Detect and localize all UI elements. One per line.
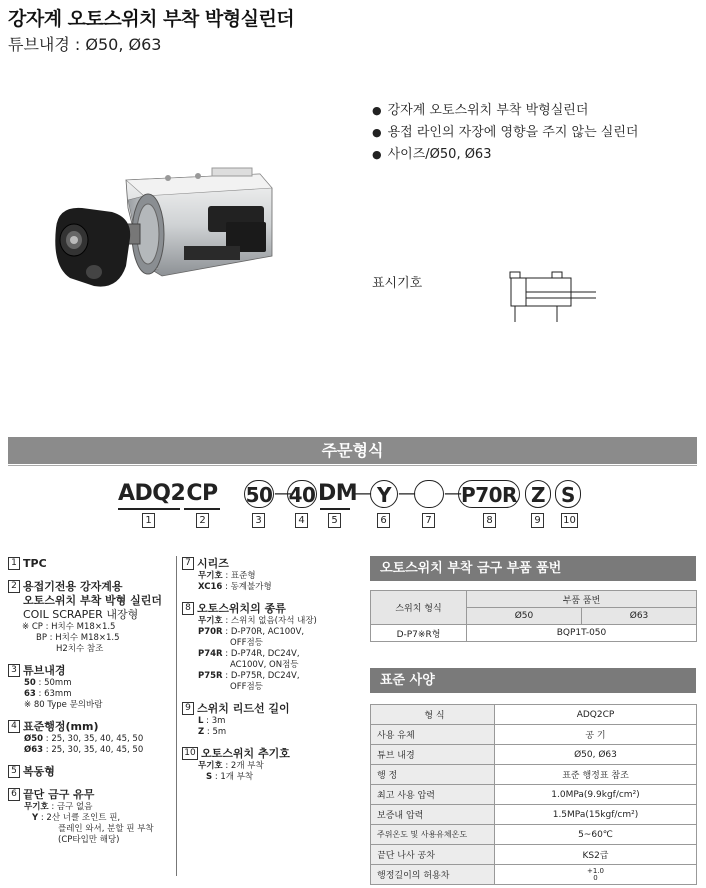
option-key: 무기호 xyxy=(24,802,49,812)
option-key: P70R xyxy=(198,627,223,637)
section-line: 오토스위치 부착 박형 실린더 xyxy=(23,594,162,607)
code-dash: — xyxy=(354,483,372,504)
section-8 xyxy=(182,602,366,693)
spec-row xyxy=(371,825,697,845)
option-desc: : 2산 너클 조인트 핀, xyxy=(38,813,121,823)
note: BP : H치수 M18×1.5 xyxy=(36,633,120,643)
divider xyxy=(8,465,697,466)
code-series-blank xyxy=(414,480,444,508)
section-9 xyxy=(182,702,366,738)
option-key: Z xyxy=(198,727,205,737)
code-underline xyxy=(118,508,180,510)
option-desc: : 25, 30, 35, 40, 45, 50 xyxy=(43,734,144,744)
section-1 xyxy=(8,557,174,571)
spec-row xyxy=(371,865,697,885)
section-title: 튜브내경 xyxy=(23,664,66,677)
spec-row xyxy=(371,745,697,765)
section-number: 5 xyxy=(8,765,20,778)
code-number: 6 xyxy=(377,513,390,528)
section-5 xyxy=(8,765,174,779)
section-number: 6 xyxy=(8,788,20,801)
spec-value: 표준 행정표 참조 xyxy=(495,765,697,785)
spec-value: 공 기 xyxy=(495,725,697,745)
code-count: S xyxy=(555,480,581,508)
option-key: 무기호 xyxy=(198,761,223,771)
option-key: 63 xyxy=(24,689,36,699)
note: ※ 80 Type 문의바람 xyxy=(24,700,103,710)
spec-row xyxy=(371,785,697,805)
option-desc: : 3m xyxy=(203,716,226,726)
section-number: 2 xyxy=(8,580,20,593)
row-part: BQP1T-050 xyxy=(467,625,697,642)
section-title: 표준행정(mm) xyxy=(23,720,99,733)
option-desc: : D-P75R, DC24V, xyxy=(222,671,300,681)
section-4 xyxy=(8,720,174,756)
code-lead: Z xyxy=(525,480,551,508)
option-desc: : 2개 부착 xyxy=(222,761,264,771)
code-number: 3 xyxy=(252,513,265,528)
spec-key: 튜브 내경 xyxy=(371,745,495,765)
option-desc: : 1개 부착 xyxy=(212,772,254,782)
option-key: Y xyxy=(32,813,39,823)
option-desc: : 표준형 xyxy=(222,571,256,581)
section-number: 10 xyxy=(182,747,198,760)
option-key: Ø63 xyxy=(24,745,44,755)
spec-row xyxy=(371,705,697,725)
section-title: 오토스위치 추기호 xyxy=(201,747,290,760)
spec-key: 형 식 xyxy=(371,705,495,725)
spec-key: 행정길이의 허용차 xyxy=(371,865,495,885)
feature-item: ● 강자계 오토스위치 부착 박형실린더 xyxy=(372,100,638,122)
left-column xyxy=(8,557,174,855)
code-bore: 50 xyxy=(244,480,274,508)
spec-key: 행 정 xyxy=(371,765,495,785)
option-desc: : 5m xyxy=(204,727,227,737)
option-key: XC16 xyxy=(198,582,223,592)
section-10 xyxy=(182,747,366,783)
spec-key: 보증내 압력 xyxy=(371,805,495,825)
spec-table-title: 표준 사양 xyxy=(370,668,696,693)
option-key: 무기호 xyxy=(198,616,223,626)
code-underline xyxy=(320,508,350,510)
section-7 xyxy=(182,557,366,593)
cylinder-photo xyxy=(48,148,288,298)
code-cp: CP xyxy=(186,481,218,506)
option-desc: (CP타입만 해당) xyxy=(58,835,120,845)
symbol-label: 표시기호 xyxy=(372,276,423,291)
section-title: 끝단 금구 유무 xyxy=(23,788,95,801)
section-number: 7 xyxy=(182,557,194,570)
spec-value xyxy=(495,865,697,885)
code-number: 9 xyxy=(531,513,544,528)
option-desc: : 동계불가형 xyxy=(222,582,272,592)
option-key: S xyxy=(206,772,213,782)
note: ※ CP : H치수 M18×1.5 xyxy=(22,622,116,632)
option-desc: 플레인 와셔, 분할 핀 부착 xyxy=(58,824,154,834)
spec-row xyxy=(371,845,697,865)
spec-key: 끝단 나사 공차 xyxy=(371,845,495,865)
header-switch: 스위치 형식 xyxy=(371,591,467,625)
code-number: 5 xyxy=(328,513,341,528)
page-subtitle: 튜브내경 : Ø50, Ø63 xyxy=(8,35,162,54)
spec-row xyxy=(371,725,697,745)
option-desc: : 스위치 없음(자석 내장) xyxy=(222,616,317,626)
code-number: 7 xyxy=(422,513,435,528)
spec-value: 1.5MPa(15kgf/cm²) xyxy=(495,805,697,825)
section-number: 9 xyxy=(182,702,194,715)
option-desc: OFF점등 xyxy=(230,682,263,692)
spec-key: 최고 사용 압력 xyxy=(371,785,495,805)
section-number: 8 xyxy=(182,602,194,615)
code-dash: — xyxy=(444,483,462,504)
cylinder-symbol xyxy=(496,266,606,326)
code-y: Y xyxy=(370,480,398,508)
feature-item: ● 사이즈/Ø50, Ø63 xyxy=(372,144,638,166)
code-model: ADQ2 xyxy=(118,481,186,506)
option-desc: AC100V, ON점등 xyxy=(230,660,299,670)
section-title: 스위치 리드선 길이 xyxy=(197,702,290,715)
middle-column xyxy=(182,557,366,792)
code-underline xyxy=(184,508,220,510)
spec-value: 5~60℃ xyxy=(495,825,697,845)
option-desc: : D-P74R, DC24V, xyxy=(222,649,300,659)
spec-key: 주위온도 및 사용유체온도 xyxy=(371,825,495,845)
option-desc: : D-P70R, AC100V, xyxy=(222,627,305,637)
spec-value: KS2급 xyxy=(495,845,697,865)
column-divider xyxy=(176,556,177,876)
code-dash: — xyxy=(398,483,416,504)
option-key: 50 xyxy=(24,678,36,688)
parts-table xyxy=(370,590,697,642)
spec-row xyxy=(371,805,697,825)
code-stroke: 40 xyxy=(287,480,317,508)
option-desc: : 63mm xyxy=(35,689,72,699)
tolerance-upper: +1.0 xyxy=(587,866,604,875)
code-number: 8 xyxy=(483,513,496,528)
section-2 xyxy=(8,580,174,655)
option-desc: : 50mm xyxy=(35,678,72,688)
option-desc: : 25, 30, 35, 40, 45, 50 xyxy=(43,745,144,755)
code-number: 4 xyxy=(295,513,308,528)
section-line: COIL SCRAPER 내장형 xyxy=(23,608,139,621)
header-part: 부품 품번 xyxy=(467,591,697,608)
option-key: L xyxy=(198,716,204,726)
option-key: Ø50 xyxy=(24,734,44,744)
section-title: 시리즈 xyxy=(197,557,229,570)
note: H2치수 참조 xyxy=(56,644,104,654)
spec-value: ADQ2CP xyxy=(495,705,697,725)
page-title: 강자계 오토스위치 부착 박형실린더 xyxy=(8,8,295,30)
parts-table-title: 오토스위치 부착 금구 부품 품번 xyxy=(370,556,696,581)
option-desc: OFF점등 xyxy=(230,638,263,648)
section-number: 4 xyxy=(8,720,20,733)
option-key: P75R xyxy=(198,671,223,681)
spec-key: 사용 유체 xyxy=(371,725,495,745)
spec-table xyxy=(370,704,697,885)
code-dash: — xyxy=(274,483,292,504)
code-switch: P70R xyxy=(458,480,520,508)
header-50: Ø50 xyxy=(467,608,582,625)
tolerance-lower: 0 xyxy=(593,873,598,882)
section-6 xyxy=(8,788,174,846)
feature-list xyxy=(372,100,638,166)
spec-value: Ø50, Ø63 xyxy=(495,745,697,765)
section-title: 오토스위치의 종류 xyxy=(197,602,286,615)
code-dm: DM xyxy=(318,481,358,506)
option-desc: : 금구 없음 xyxy=(48,802,93,812)
section-title: TPC xyxy=(23,557,47,570)
order-format-bar: 주문형식 xyxy=(8,437,697,464)
section-3 xyxy=(8,664,174,711)
option-key: P74R xyxy=(198,649,223,659)
row-switch: D-P7※R형 xyxy=(371,625,467,642)
feature-item: ● 용접 라인의 자장에 영향을 주지 않는 실린더 xyxy=(372,122,638,144)
header-63: Ø63 xyxy=(582,608,697,625)
section-number: 3 xyxy=(8,664,20,677)
section-title: 용접기전용 강자계용 xyxy=(23,580,123,593)
section-number: 1 xyxy=(8,557,20,570)
option-key: 무기호 xyxy=(198,571,223,581)
spec-row xyxy=(371,765,697,785)
code-number: 2 xyxy=(196,513,209,528)
code-number: 1 xyxy=(142,513,155,528)
spec-value: 1.0MPa(9.9kgf/cm²) xyxy=(495,785,697,805)
code-number: 10 xyxy=(561,513,578,528)
section-title: 복동형 xyxy=(23,765,55,778)
